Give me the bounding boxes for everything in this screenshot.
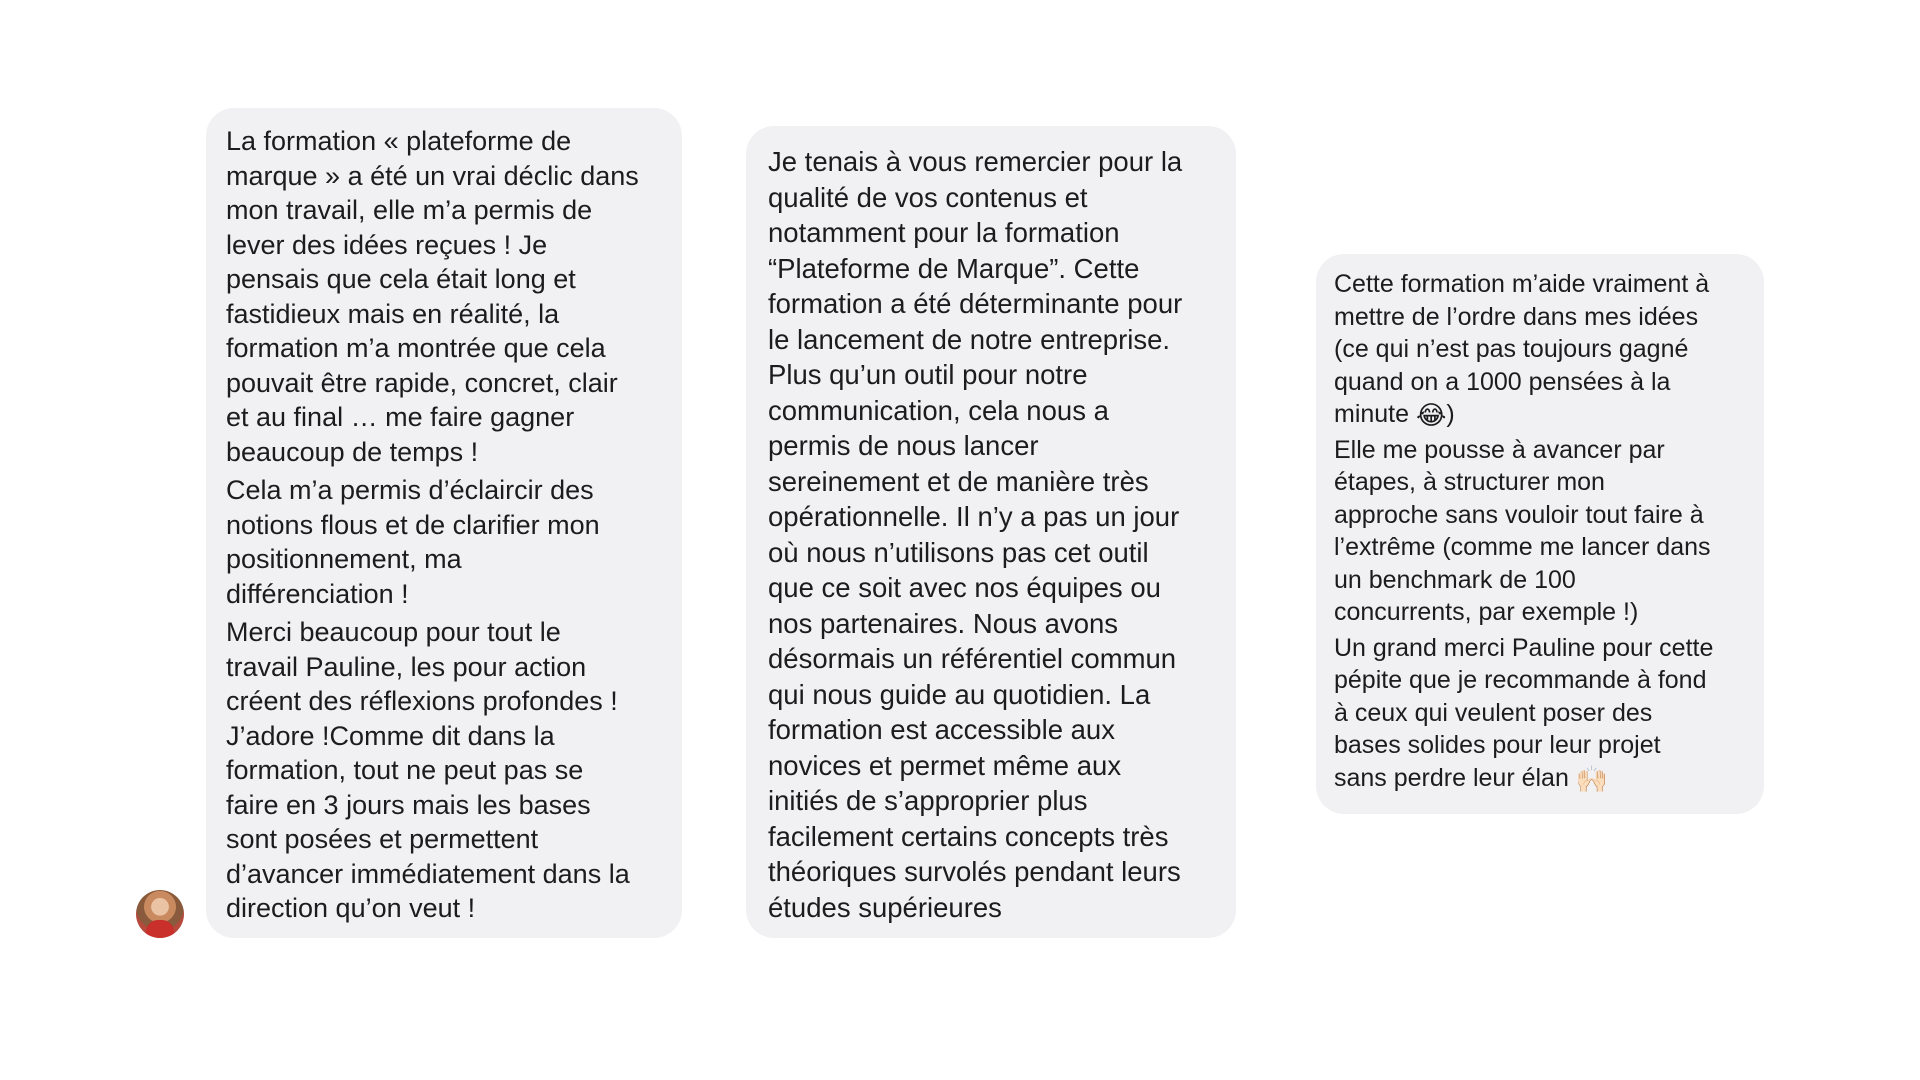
message-3-paragraph-1-text: Cette formation m’aide vraiment à mettre de l’ordre dans mes idées (ce qui n’est pas toujours gagné quand on a 1000 pensées à la minute (1334, 270, 1710, 428)
avatar-figure (146, 920, 174, 938)
message-3-paragraph-3-text: Un grand merci Pauline pour cette pépite que je recommande à fond à ceux qui veulent poser des bases solides pour leur projet sans perdre leur élan (1334, 633, 1714, 792)
message-3-paragraph-1-closing: ) (1446, 400, 1455, 428)
message-2-paragraph-1: Je tenais à vous remercier pour la qualité de vos contenus et notamment pour la formation “Plateforme de Marque”. Cette formation a été déterminante pour le lancement de notre entreprise. Plus qu’un outil pour notre communication, cela nous a permis de nous lancer sereinement et de manière très opérationnelle. Il n’y a pas un jour où nous n’utilisons pas cet outil que ce soit avec nos équipes ou nos partenaires. Nous avons désormais un référentiel commun qui nous guide au quotidien. La formation est accessible aux novices et permet même aux initiés de s’approprier plus facilement certains concepts très théoriques survolés pendant leurs études supérieures (768, 146, 1183, 923)
message-1-paragraph-2: Cela m’a permis d’éclaircir des notions flous et de clarifier mon positionnement, ma différenciation ! (226, 475, 600, 609)
message-bubble-1[interactable] (206, 108, 682, 938)
avatar[interactable] (136, 890, 184, 938)
face-with-tears-of-joy-icon: 😂 (1415, 401, 1447, 431)
message-bubble-2[interactable] (746, 126, 1236, 938)
message-3-paragraph-3 (1334, 632, 1748, 795)
message-3-paragraph-2: Elle me pousse à avancer par étapes, à structurer mon approche sans vouloir tout faire à l’extrême (comme me lancer dans un benchmark de 100 concurrents, par exemple !) (1334, 435, 1711, 626)
message-3-paragraph-1 (1334, 268, 1748, 431)
raising-hands-icon: 🙌🏻 (1575, 764, 1609, 795)
message-1-paragraph-3: Merci beaucoup pour tout le travail Pauline, les pour action créent des réflexions profondes ! J’adore !Comme dit dans la formation, tout ne peut pas se faire en 3 jours mais les bases sont posées et permettent d’avancer immédiatement dans la direction qu’on veut ! (226, 617, 630, 923)
message-1-paragraph-1: La formation « plateforme de marque » a été un vrai déclic dans mon travail, elle m’a permis de lever des idées reçues ! Je pensais que cela était long et fastidieux mais en réalité, la formation m’a montrée que cela pouvait être rapide, concret, clair et au final … me faire gagner beaucoup de temps ! (226, 126, 639, 467)
message-bubble-3[interactable] (1316, 254, 1764, 814)
